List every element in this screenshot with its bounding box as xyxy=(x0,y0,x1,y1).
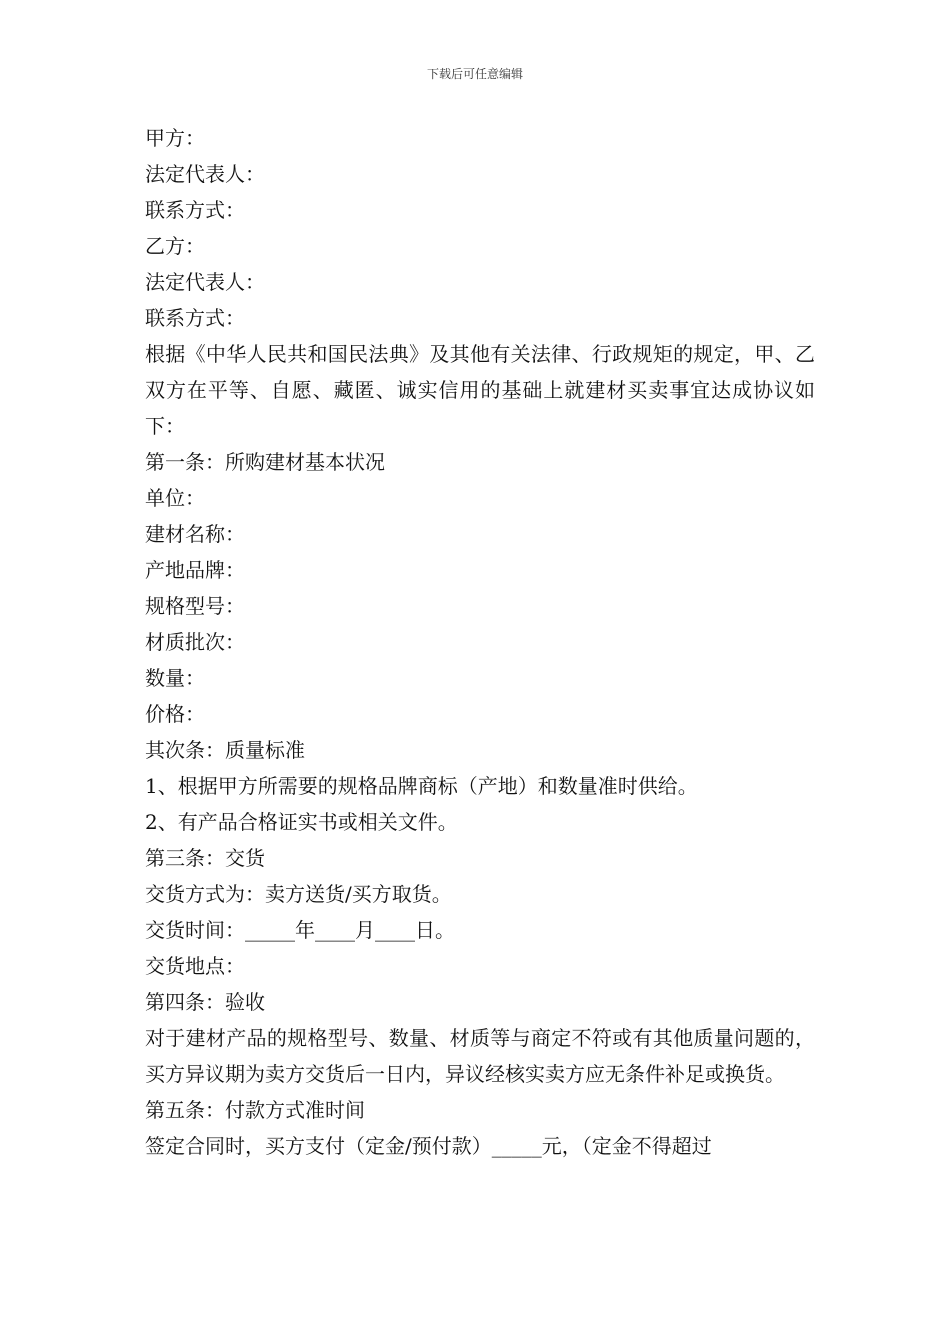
article-1-title: 第一条：所购建材基本状况 xyxy=(145,450,385,474)
article-3-method: 交货方式为：卖方送货/买方取货。 xyxy=(145,882,452,906)
article-1-price: 价格： xyxy=(145,702,205,726)
party-a-label: 甲方： xyxy=(145,126,205,150)
party-b-contact: 联系方式： xyxy=(145,306,245,330)
party-a-representative: 法定代表人： xyxy=(145,162,265,186)
article-2-item-2: 2、有产品合格证实书或相关文件。 xyxy=(145,810,458,834)
article-3-title: 第三条：交货 xyxy=(145,846,265,870)
article-2-title: 其次条：质量标准 xyxy=(145,738,305,762)
article-2-item-1: 1、根据甲方所需要的规格品牌商标（产地）和数量准时供给。 xyxy=(145,774,698,798)
party-b-representative: 法定代表人： xyxy=(145,270,265,294)
article-5-title: 第五条：付款方式准时间 xyxy=(145,1098,365,1122)
article-1-quantity: 数量： xyxy=(145,666,205,690)
page-header: 下载后可任意编辑 xyxy=(426,67,523,81)
article-4-title: 第四条：验收 xyxy=(145,990,265,1014)
contract-body xyxy=(145,120,815,1164)
article-3-place: 交货地点： xyxy=(145,954,245,978)
article-1-material-name: 建材名称： xyxy=(145,522,245,546)
party-a-contact: 联系方式： xyxy=(145,198,245,222)
article-1-brand: 产地品牌： xyxy=(145,558,245,582)
party-b-label: 乙方： xyxy=(145,234,205,258)
preamble-paragraph: 根据《中华人民共和国民法典》及其他有关法律、行政规矩的规定，甲、乙双方在平等、自愿、藏匿、诚实信用的基础上就建材买卖事宜达成协议如下： xyxy=(145,342,815,438)
article-1-unit: 单位： xyxy=(145,486,205,510)
article-1-batch: 材质批次： xyxy=(145,630,245,654)
article-1-spec: 规格型号： xyxy=(145,594,245,618)
article-3-time: 交货时间：_____年____月____日。 xyxy=(145,918,455,942)
article-4-paragraph: 对于建材产品的规格型号、数量、材质等与商定不符或有其他质量问题的，买方异议期为卖方交货后一日内，异议经核实卖方应无条件补足或换货。 xyxy=(145,1026,815,1086)
article-5-paragraph: 签定合同时，买方支付（定金/预付款）_____元，（定金不得超过 xyxy=(145,1134,712,1158)
